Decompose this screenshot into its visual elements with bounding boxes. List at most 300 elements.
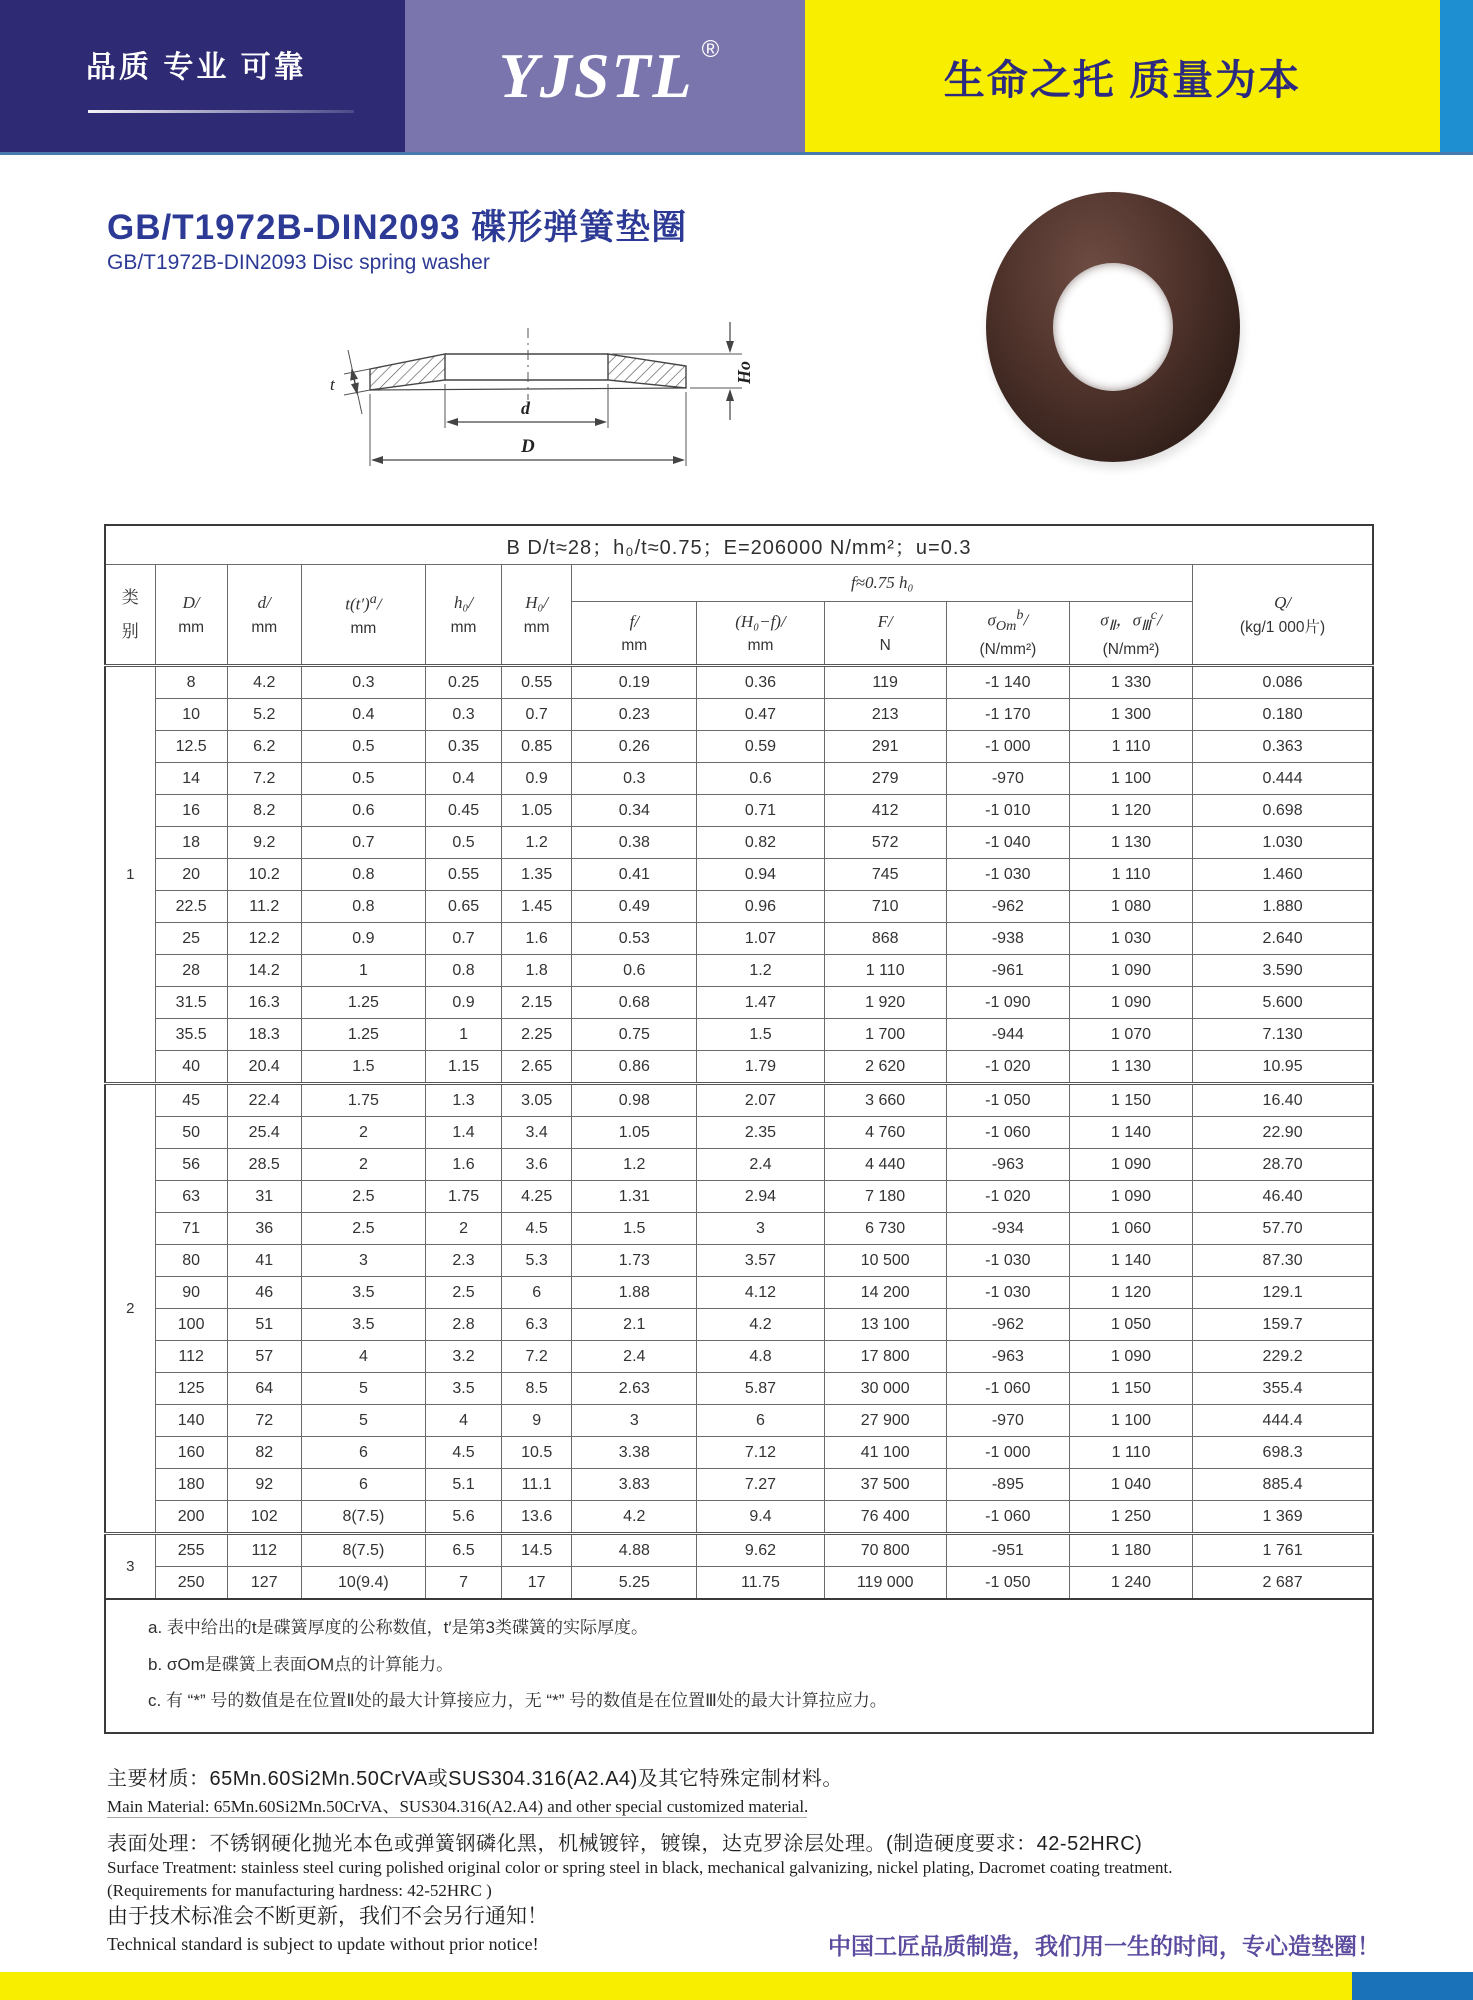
table-cell: 1 060 — [1069, 1213, 1192, 1245]
brand-text: YJSTL — [498, 40, 694, 111]
table-cell: 1 — [301, 955, 425, 987]
table-cell: -1 050 — [946, 1567, 1069, 1600]
table-cell: 76 400 — [824, 1501, 946, 1534]
col-header-D: D/ mm — [155, 565, 227, 666]
table-cell: 8(7.5) — [301, 1501, 425, 1534]
table-cell: 36 — [227, 1213, 301, 1245]
main-material-zh: 主要材质：65Mn.60Si2Mn.50CrVA或SUS304.316(A2.A4)及其它特殊定制材料。 — [107, 1768, 843, 1790]
registered-trademark-icon: ® — [701, 36, 720, 63]
table-cell: 0.4 — [425, 763, 501, 795]
col-header-sigma-om: $\sigma_{Om}^b/$ (N/mm²) — [946, 602, 1069, 666]
table-cell: 3.5 — [301, 1277, 425, 1309]
table-cell: -1 060 — [946, 1373, 1069, 1405]
table-cell: 0.8 — [301, 891, 425, 923]
table-cell: 40 — [155, 1051, 227, 1084]
spec-table-body — [105, 666, 1373, 1600]
table-cell: 82 — [227, 1437, 301, 1469]
table-cell: 0.71 — [697, 795, 824, 827]
page-title-zh: GB/T1972B-DIN2093 碟形弹簧垫圈 — [107, 208, 688, 247]
col-header-h0: h₀/ mm — [425, 565, 501, 666]
table-cell: 3.590 — [1193, 955, 1373, 987]
table-cell: 0.9 — [301, 923, 425, 955]
spec-table — [104, 524, 1374, 1734]
table-cell: 2.63 — [572, 1373, 697, 1405]
table-row — [105, 1469, 1373, 1501]
table-cell: 13 100 — [824, 1309, 946, 1341]
table-row — [105, 1567, 1373, 1600]
table-cell: 1 120 — [1069, 795, 1192, 827]
table-cell: 1 — [425, 1019, 501, 1051]
table-cell: 0.96 — [697, 891, 824, 923]
table-cell: 1 090 — [1069, 1149, 1192, 1181]
table-cell: 0.6 — [301, 795, 425, 827]
category-cell: 1 — [105, 666, 155, 1084]
table-cell: 3.05 — [502, 1084, 572, 1117]
table-cell: 5.1 — [425, 1469, 501, 1501]
table-row — [105, 795, 1373, 827]
table-cell: 18.3 — [227, 1019, 301, 1051]
table-cell: 0.65 — [425, 891, 501, 923]
table-cell: 0.3 — [425, 699, 501, 731]
table-cell: 2.65 — [502, 1051, 572, 1084]
col-header-F: F/ N — [824, 602, 946, 666]
table-cell: 0.8 — [425, 955, 501, 987]
table-cell: 1.07 — [697, 923, 824, 955]
slogan-underline — [88, 110, 354, 113]
table-row — [105, 923, 1373, 955]
table-cell: 10 — [155, 699, 227, 731]
table-row — [105, 1117, 1373, 1149]
table-cell: 0.5 — [425, 827, 501, 859]
col-header-t: $t(t')^a/$ mm — [301, 565, 425, 666]
table-cell: 0.180 — [1193, 699, 1373, 731]
table-cell: 5.2 — [227, 699, 301, 731]
table-cell: 1.5 — [301, 1051, 425, 1084]
table-cell: 1 090 — [1069, 987, 1192, 1019]
table-cell: 2.25 — [502, 1019, 572, 1051]
table-cell: 0.4 — [301, 699, 425, 731]
bottom-slogan: 中国工匠品质制造，我们用一生的时间，专心造垫圈！ — [828, 1933, 1380, 1959]
main-material-en: Main Material: 65Mn.60Si2Mn.50CrVA、SUS304.316(A2.A4) and other special customized material. — [107, 1797, 809, 1816]
table-cell: 4.2 — [697, 1309, 824, 1341]
table-cell: 0.47 — [697, 699, 824, 731]
surface-treatment-zh: 表面处理：不锈钢硬化抛光本色或弹簧钢磷化黑，机械镀锌，镀镍，达克罗涂层处理。(制造硬度要求：42-52HRC) — [107, 1833, 1143, 1855]
table-cell: 0.86 — [572, 1051, 697, 1084]
table-cell: 1.460 — [1193, 859, 1373, 891]
footnote-a: a. 表中给出的t是碟簧厚度的公称数值，t′是第3类碟簧的实际厚度。 — [148, 1618, 648, 1637]
header-band-blue-strip — [1440, 0, 1473, 152]
table-cell: 5.6 — [425, 1501, 501, 1534]
table-cell: -962 — [946, 891, 1069, 923]
table-cell: 0.82 — [697, 827, 824, 859]
table-cell: 57.70 — [1193, 1213, 1373, 1245]
table-cell: 1 040 — [1069, 1469, 1192, 1501]
update-notice-zh: 由于技术标准会不断更新，我们不会另行通知！ — [107, 1905, 548, 1928]
table-cell: 3 — [301, 1245, 425, 1277]
table-cell: 412 — [824, 795, 946, 827]
table-cell: 5.600 — [1193, 987, 1373, 1019]
table-cell: 1 120 — [1069, 1277, 1192, 1309]
table-cell: 3.83 — [572, 1469, 697, 1501]
table-row — [105, 1437, 1373, 1469]
table-cell: 3.38 — [572, 1437, 697, 1469]
table-cell: 1 240 — [1069, 1567, 1192, 1600]
table-cell: 6 — [301, 1469, 425, 1501]
table-cell: 3.57 — [697, 1245, 824, 1277]
table-row — [105, 731, 1373, 763]
table-cell: -1 030 — [946, 859, 1069, 891]
table-cell: 2.8 — [425, 1309, 501, 1341]
table-row — [105, 1213, 1373, 1245]
table-cell: 1 050 — [1069, 1309, 1192, 1341]
table-cell: 7.130 — [1193, 1019, 1373, 1051]
table-cell: 31.5 — [155, 987, 227, 1019]
table-cell: 698.3 — [1193, 1437, 1373, 1469]
table-cell: 2 — [301, 1149, 425, 1181]
table-cell: 11.75 — [697, 1567, 824, 1600]
table-row — [105, 1373, 1373, 1405]
table-cell: 7.2 — [227, 763, 301, 795]
table-cell: 4.2 — [572, 1501, 697, 1534]
table-cell: 5 — [301, 1373, 425, 1405]
table-cell: 2.4 — [572, 1341, 697, 1373]
table-banner: B D/t≈28；h₀/t≈0.75；E=206000 N/mm²；u=0.3 — [105, 525, 1373, 565]
table-cell: 14 — [155, 763, 227, 795]
table-cell: 64 — [227, 1373, 301, 1405]
table-row — [105, 1149, 1373, 1181]
cross-section-drawing — [238, 292, 838, 517]
table-cell: 14.5 — [502, 1534, 572, 1567]
table-cell: 2.640 — [1193, 923, 1373, 955]
table-cell: 112 — [155, 1341, 227, 1373]
table-cell: 1.880 — [1193, 891, 1373, 923]
table-cell: 1 080 — [1069, 891, 1192, 923]
table-cell: -970 — [946, 763, 1069, 795]
col-header-f: f/ mm — [572, 602, 697, 666]
table-cell: 1.5 — [572, 1213, 697, 1245]
footnote-b: b. σOm是碟簧上表面OM点的计算能力。 — [148, 1654, 454, 1674]
table-cell: 12.5 — [155, 731, 227, 763]
category-cell: 3 — [105, 1534, 155, 1600]
table-cell: -963 — [946, 1341, 1069, 1373]
table-cell: 255 — [155, 1534, 227, 1567]
table-cell: 444.4 — [1193, 1405, 1373, 1437]
table-cell: 250 — [155, 1567, 227, 1600]
table-footnotes — [105, 1599, 1373, 1733]
table-cell: 2.3 — [425, 1245, 501, 1277]
table-cell: 1 330 — [1069, 666, 1192, 699]
table-cell: 28 — [155, 955, 227, 987]
table-cell: 8(7.5) — [301, 1534, 425, 1567]
table-cell: 1.15 — [425, 1051, 501, 1084]
table-cell: 0.6 — [572, 955, 697, 987]
table-row — [105, 987, 1373, 1019]
table-cell: 17 800 — [824, 1341, 946, 1373]
table-cell: 1 100 — [1069, 1405, 1192, 1437]
table-cell: 0.363 — [1193, 731, 1373, 763]
table-cell: 112 — [227, 1534, 301, 1567]
table-cell: 2 — [425, 1213, 501, 1245]
table-cell: 7.12 — [697, 1437, 824, 1469]
table-cell: 4 760 — [824, 1117, 946, 1149]
table-row — [105, 699, 1373, 731]
col-group-header-f: f≈0.75 h₀ — [572, 565, 1193, 602]
table-cell: 4.8 — [697, 1341, 824, 1373]
product-photo-disc-washer — [986, 192, 1240, 462]
table-cell: 140 — [155, 1405, 227, 1437]
table-cell: 11.1 — [502, 1469, 572, 1501]
table-cell: 1.8 — [502, 955, 572, 987]
table-cell: 46 — [227, 1277, 301, 1309]
table-cell: 127 — [227, 1567, 301, 1600]
table-cell: 1 140 — [1069, 1245, 1192, 1277]
table-cell: 13.6 — [502, 1501, 572, 1534]
table-cell: 0.34 — [572, 795, 697, 827]
table-cell: 4.5 — [502, 1213, 572, 1245]
table-cell: 1 090 — [1069, 955, 1192, 987]
table-cell: 20.4 — [227, 1051, 301, 1084]
table-cell: 12.2 — [227, 923, 301, 955]
table-cell: 0.19 — [572, 666, 697, 699]
table-row — [105, 1309, 1373, 1341]
table-cell: 1.030 — [1193, 827, 1373, 859]
table-cell: 0.7 — [425, 923, 501, 955]
table-cell: 0.36 — [697, 666, 824, 699]
table-row — [105, 1181, 1373, 1213]
dim-label-t: t — [330, 375, 335, 394]
table-cell: 0.23 — [572, 699, 697, 731]
table-cell: 3 — [697, 1213, 824, 1245]
table-cell: 87.30 — [1193, 1245, 1373, 1277]
table-cell: 1.75 — [301, 1084, 425, 1117]
table-cell: 0.75 — [572, 1019, 697, 1051]
table-row — [105, 1245, 1373, 1277]
table-cell: 229.2 — [1193, 1341, 1373, 1373]
surface-treatment-en: Surface Treatment: stainless steel curing polished original color or spring steel in black, mechanical galvanizing, nickel plating, Dacromet coating treatment. — [107, 1858, 1173, 1877]
table-cell: 710 — [824, 891, 946, 923]
table-cell: -1 030 — [946, 1245, 1069, 1277]
table-cell: 1 700 — [824, 1019, 946, 1051]
table-cell: 180 — [155, 1469, 227, 1501]
table-cell: 2 — [301, 1117, 425, 1149]
col-header-category: 类别 — [105, 565, 155, 666]
table-cell: 1 250 — [1069, 1501, 1192, 1534]
table-cell: 2.5 — [301, 1181, 425, 1213]
table-cell: 2.15 — [502, 987, 572, 1019]
table-cell: 1.79 — [697, 1051, 824, 1084]
table-cell: 8 — [155, 666, 227, 699]
dim-label-d: d — [521, 398, 530, 418]
table-cell: 46.40 — [1193, 1181, 1373, 1213]
table-cell: 71 — [155, 1213, 227, 1245]
table-cell: 100 — [155, 1309, 227, 1341]
table-cell: 1.3 — [425, 1084, 501, 1117]
table-cell: 28.5 — [227, 1149, 301, 1181]
table-cell: 1 090 — [1069, 1341, 1192, 1373]
table-cell: 0.9 — [425, 987, 501, 1019]
table-row — [105, 1405, 1373, 1437]
table-cell: 20 — [155, 859, 227, 891]
table-cell: 1.25 — [301, 987, 425, 1019]
table-cell: -1 060 — [946, 1117, 1069, 1149]
table-cell: 0.26 — [572, 731, 697, 763]
col-header-Q: Q/ (kg/1 000片) — [1193, 565, 1373, 666]
table-cell: 102 — [227, 1501, 301, 1534]
table-cell: 1 130 — [1069, 827, 1192, 859]
brand-logo — [405, 0, 805, 152]
table-cell: -1 060 — [946, 1501, 1069, 1534]
table-cell: 1.05 — [502, 795, 572, 827]
table-cell: 1 761 — [1193, 1534, 1373, 1567]
table-cell: 6.3 — [502, 1309, 572, 1341]
table-cell: 9.2 — [227, 827, 301, 859]
table-cell: 1 110 — [824, 955, 946, 987]
table-cell: 9.62 — [697, 1534, 824, 1567]
table-cell: 28.70 — [1193, 1149, 1373, 1181]
table-cell: 1 150 — [1069, 1084, 1192, 1117]
table-row — [105, 955, 1373, 987]
table-cell: 72 — [227, 1405, 301, 1437]
table-cell: -961 — [946, 955, 1069, 987]
divider-line-1 — [107, 1817, 807, 1818]
table-cell: 27 900 — [824, 1405, 946, 1437]
table-cell: 22.90 — [1193, 1117, 1373, 1149]
table-cell: 125 — [155, 1373, 227, 1405]
table-cell: -1 090 — [946, 987, 1069, 1019]
table-cell: 0.38 — [572, 827, 697, 859]
table-cell: 7.2 — [502, 1341, 572, 1373]
table-cell: 200 — [155, 1501, 227, 1534]
table-cell: 1 030 — [1069, 923, 1192, 955]
table-cell: 1.35 — [502, 859, 572, 891]
table-cell: 3.5 — [301, 1309, 425, 1341]
table-cell: 279 — [824, 763, 946, 795]
table-cell: 0.55 — [502, 666, 572, 699]
table-cell: 0.49 — [572, 891, 697, 923]
table-cell: 41 — [227, 1245, 301, 1277]
table-cell: 0.25 — [425, 666, 501, 699]
col-header-d: d/ mm — [227, 565, 301, 666]
table-cell: 1 110 — [1069, 859, 1192, 891]
table-row — [105, 827, 1373, 859]
table-cell: 6.2 — [227, 731, 301, 763]
table-cell: 1 090 — [1069, 1181, 1192, 1213]
update-notice-en: Technical standard is subject to update without prior notice! — [107, 1934, 539, 1954]
table-cell: 1 300 — [1069, 699, 1192, 731]
table-cell: 22.5 — [155, 891, 227, 923]
table-cell: 868 — [824, 923, 946, 955]
table-cell: 1.47 — [697, 987, 824, 1019]
table-cell: 1.75 — [425, 1181, 501, 1213]
table-cell: 159.7 — [1193, 1309, 1373, 1341]
table-row — [105, 891, 1373, 923]
table-cell: 57 — [227, 1341, 301, 1373]
table-cell: 0.086 — [1193, 666, 1373, 699]
table-cell: 2.07 — [697, 1084, 824, 1117]
table-cell: -1 000 — [946, 1437, 1069, 1469]
table-cell: 0.7 — [301, 827, 425, 859]
table-cell: 129.1 — [1193, 1277, 1373, 1309]
table-cell: 1 070 — [1069, 1019, 1192, 1051]
table-cell: 0.3 — [572, 763, 697, 795]
table-cell: 4 — [425, 1405, 501, 1437]
table-cell: 25 — [155, 923, 227, 955]
table-cell: 0.8 — [301, 859, 425, 891]
col-header-H0-minus-f: (H₀−f)/ mm — [697, 602, 824, 666]
table-cell: 119 000 — [824, 1567, 946, 1600]
table-cell: 45 — [155, 1084, 227, 1117]
table-cell: 10.2 — [227, 859, 301, 891]
table-cell: 4.2 — [227, 666, 301, 699]
table-cell: 2.5 — [301, 1213, 425, 1245]
table-cell: 10.5 — [502, 1437, 572, 1469]
spec-table-container — [104, 524, 1376, 1734]
header-slogan-left: 品质 专业 可靠 — [86, 51, 307, 84]
table-cell: 10(9.4) — [301, 1567, 425, 1600]
table-row — [105, 1341, 1373, 1373]
table-cell: 22.4 — [227, 1084, 301, 1117]
table-cell: 1 180 — [1069, 1534, 1192, 1567]
washer-ring — [986, 192, 1240, 462]
table-cell: 160 — [155, 1437, 227, 1469]
table-cell: 1.05 — [572, 1117, 697, 1149]
table-cell: -1 020 — [946, 1051, 1069, 1084]
table-cell: 16.40 — [1193, 1084, 1373, 1117]
table-cell: 2.4 — [697, 1149, 824, 1181]
table-cell: -938 — [946, 923, 1069, 955]
table-cell: 6 — [697, 1405, 824, 1437]
table-cell: 0.5 — [301, 763, 425, 795]
table-cell: 35.5 — [155, 1019, 227, 1051]
table-row — [105, 1019, 1373, 1051]
table-row — [105, 1501, 1373, 1534]
table-cell: -970 — [946, 1405, 1069, 1437]
table-cell: 1.2 — [572, 1149, 697, 1181]
table-cell: 11.2 — [227, 891, 301, 923]
table-cell: 4 — [301, 1341, 425, 1373]
table-cell: 1.45 — [502, 891, 572, 923]
table-cell: 16 — [155, 795, 227, 827]
table-cell: 2 620 — [824, 1051, 946, 1084]
table-cell: 6.5 — [425, 1534, 501, 1567]
table-cell: 2.35 — [697, 1117, 824, 1149]
table-cell: 1 369 — [1193, 1501, 1373, 1534]
table-cell: 9.4 — [697, 1501, 824, 1534]
table-cell: 0.3 — [301, 666, 425, 699]
table-cell: -963 — [946, 1149, 1069, 1181]
col-header-H0: H₀/ mm — [502, 565, 572, 666]
category-cell: 2 — [105, 1084, 155, 1534]
table-cell: 1 110 — [1069, 1437, 1192, 1469]
table-cell: 0.68 — [572, 987, 697, 1019]
table-cell: 572 — [824, 827, 946, 859]
table-cell: 7 180 — [824, 1181, 946, 1213]
table-cell: 90 — [155, 1277, 227, 1309]
table-cell: 0.35 — [425, 731, 501, 763]
table-cell: 1.6 — [502, 923, 572, 955]
table-cell: 1.4 — [425, 1117, 501, 1149]
table-cell: 3.4 — [502, 1117, 572, 1149]
header-slogan-right: 生命之托 质量为本 — [943, 56, 1302, 103]
table-cell: 1 130 — [1069, 1051, 1192, 1084]
table-row — [105, 1051, 1373, 1084]
table-cell: 291 — [824, 731, 946, 763]
table-cell: 0.6 — [697, 763, 824, 795]
table-cell: 1 100 — [1069, 763, 1192, 795]
table-cell: 1.2 — [697, 955, 824, 987]
table-cell: -962 — [946, 1309, 1069, 1341]
table-cell: 213 — [824, 699, 946, 731]
